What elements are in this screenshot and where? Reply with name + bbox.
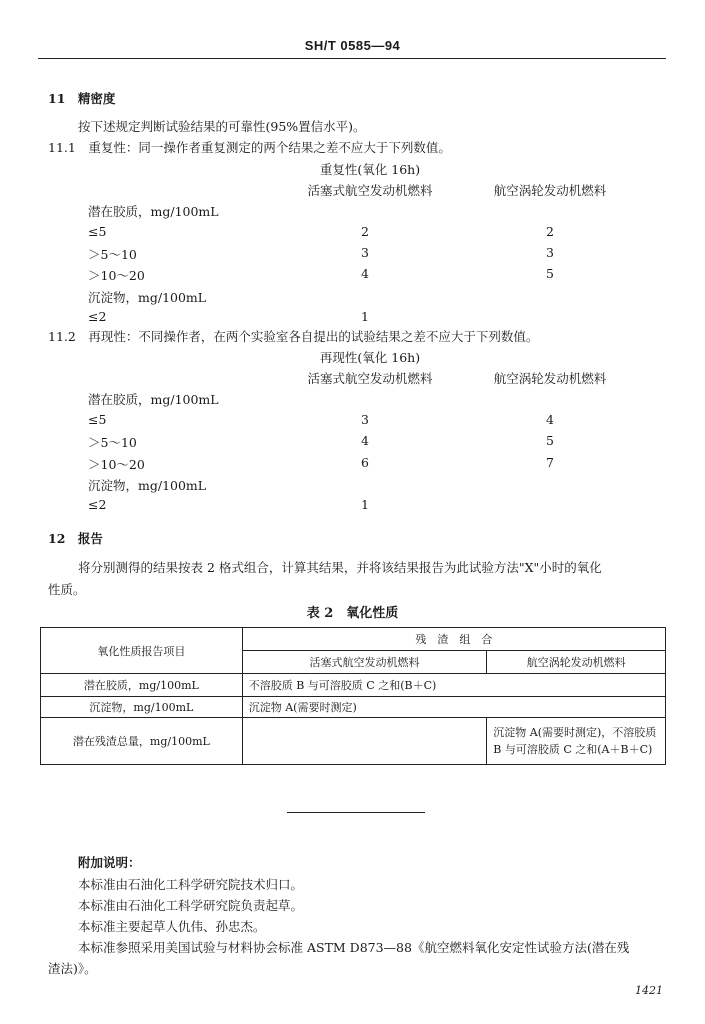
row-label: ＞10～20 <box>88 268 145 283</box>
turbine-combo-line2: B 与可溶胶质 C 之和(A＋B＋C) <box>493 743 653 756</box>
piston-value: 6 <box>361 455 369 470</box>
row-label: 沉淀物，mg/100mL <box>88 478 207 493</box>
section-11-intro: 按下述规定判断试验结果的可靠性(95%置信水平)。 <box>78 119 366 134</box>
turbine-value: 4 <box>546 412 554 427</box>
row-label: ＞5～10 <box>88 435 137 450</box>
turbine-value: 2 <box>546 224 554 239</box>
subsection-11-1-label: 11.1 重复性：同一操作者重复测定的两个结果之差不应大于下列数值。 <box>48 140 451 155</box>
row-label: ≤5 <box>88 224 107 239</box>
turbine-value: 3 <box>546 245 554 260</box>
piston-value: 1 <box>361 497 369 512</box>
page-number: 1421 <box>635 984 663 997</box>
turbine-value: 7 <box>546 455 554 470</box>
oxidation-properties-table <box>40 627 666 765</box>
piston-value: 4 <box>361 266 369 281</box>
row-label: 潜在胶质，mg/100mL <box>88 204 219 219</box>
header-residue-combination: 残 渣 组 合 <box>242 628 665 651</box>
appendix-line: 本标准主要起草人仇伟、孙忠杰。 <box>78 919 266 934</box>
piston-value: 3 <box>361 245 369 260</box>
repeatability-header: 重复性(氧化 16h) <box>319 162 421 177</box>
header-piston-fuel: 活塞式航空发动机燃料 <box>242 651 487 674</box>
appendix-line: 渣法)》。 <box>48 961 97 976</box>
table-row-turbine-combo <box>487 718 666 765</box>
appendix-title: 附加说明： <box>78 855 141 870</box>
appendix-line: 本标准参照采用美国试验与材料协会标准 ASTM D873—88《航空燃料氧化安定性试验方法(潜在残 <box>78 940 630 955</box>
table-cell-empty <box>242 718 487 765</box>
header-rule <box>38 58 666 59</box>
subsection-11-2-label: 11.2 再现性：不同操作者，在两个实验室各自提出的试验结果之差不应大于下列数值。 <box>48 329 539 344</box>
section-11-title: 11 精密度 <box>48 91 116 106</box>
reproducibility-header: 再现性(氧化 16h) <box>319 350 421 365</box>
table-2-title: 表 2 氧化性质 <box>306 606 399 621</box>
table-row-item: 沉淀物，mg/100mL <box>41 697 243 718</box>
col-piston-header: 活塞式航空发动机燃料 <box>307 183 433 198</box>
header-turbine-fuel: 航空涡轮发动机燃料 <box>487 651 666 674</box>
row-label: ＞5～10 <box>88 247 137 262</box>
end-rule <box>287 812 425 813</box>
table-row-combo: 沉淀物 A(需要时测定) <box>242 697 665 718</box>
appendix-line: 本标准由石油化工科学研究院技术归口。 <box>78 877 304 892</box>
table-row-item: 潜在胶质，mg/100mL <box>41 674 243 697</box>
table-row-combo: 不溶胶质 B 与可溶胶质 C 之和(B＋C) <box>242 674 665 697</box>
row-label: ≤2 <box>88 497 107 512</box>
section-12-paragraph-line2: 性质。 <box>48 582 86 597</box>
col-piston-header: 活塞式航空发动机燃料 <box>307 371 433 386</box>
appendix-line: 本标准由石油化工科学研究院负责起草。 <box>78 898 304 913</box>
turbine-value: 5 <box>546 433 554 448</box>
piston-value: 2 <box>361 224 369 239</box>
row-label: 潜在胶质，mg/100mL <box>88 392 219 407</box>
col-turbine-header: 航空涡轮发动机燃料 <box>493 371 607 386</box>
piston-value: 4 <box>361 433 369 448</box>
row-label: ＞10～20 <box>88 457 145 472</box>
turbine-combo-line1: 沉淀物 A(需要时测定)，不溶胶质 <box>493 726 657 739</box>
col-turbine-header: 航空涡轮发动机燃料 <box>493 183 607 198</box>
piston-value: 3 <box>361 412 369 427</box>
header-report-item: 氧化性质报告项目 <box>41 628 243 674</box>
section-12-paragraph-line1: 将分别测得的结果按表 2 格式组合，计算其结果，并将该结果报告为此试验方法"X"小时的氧化 <box>78 560 602 575</box>
table-row-item: 潜在残渣总量，mg/100mL <box>41 718 243 765</box>
turbine-value: 5 <box>546 266 554 281</box>
piston-value: 1 <box>361 309 369 324</box>
section-12-title: 12 报告 <box>48 531 103 546</box>
row-label: ≤2 <box>88 309 107 324</box>
page-header: SH/T 0585—94 <box>304 38 401 53</box>
row-label: 沉淀物，mg/100mL <box>88 290 207 305</box>
row-label: ≤5 <box>88 412 107 427</box>
